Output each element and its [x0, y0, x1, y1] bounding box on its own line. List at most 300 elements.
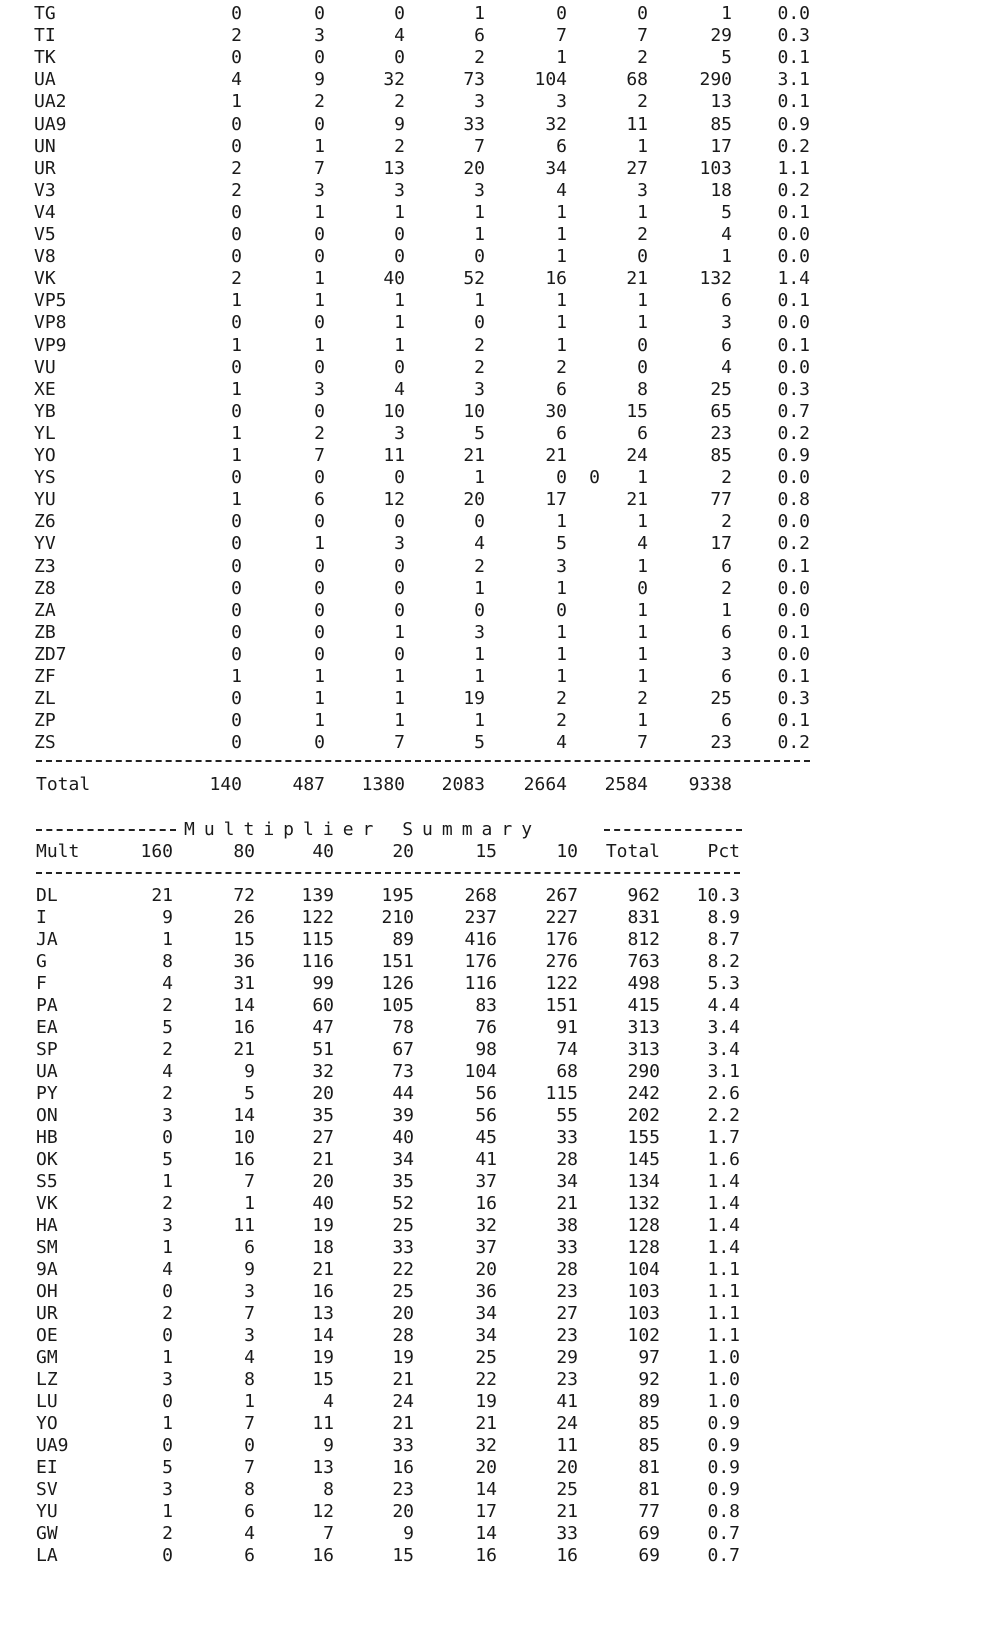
table-cell: 25	[710, 688, 732, 710]
summary-row	[0, 884, 1000, 907]
table-row	[0, 24, 1000, 47]
row-prefix: TI	[34, 25, 56, 47]
table-cell: 68	[626, 69, 648, 91]
table-cell: 0	[314, 621, 325, 643]
row-prefix: OE	[36, 1325, 58, 1346]
table-cell: 2	[231, 25, 242, 47]
table-cell: 17	[710, 135, 732, 157]
table-cell: 16	[545, 268, 567, 290]
table-cell: 56	[475, 1083, 497, 1104]
table-cell: 0	[231, 201, 242, 223]
table-cell: 33	[463, 113, 485, 135]
table-cell: 5	[474, 732, 485, 754]
table-cell: 0	[231, 113, 242, 135]
table-cell: 21	[556, 1501, 578, 1522]
table-cell: 34	[392, 1149, 414, 1170]
row-prefix: VP9	[34, 334, 67, 356]
table-row	[0, 289, 1000, 312]
table-cell: 16	[392, 1457, 414, 1478]
table-cell: 1	[556, 224, 567, 245]
table-cell: 1	[231, 489, 242, 511]
table-cell: 7	[556, 25, 567, 47]
table-cell: 0	[231, 643, 242, 665]
column-header: Pct	[707, 841, 740, 862]
table-cell: 1.1	[707, 1325, 740, 1346]
table-cell: 415	[627, 995, 660, 1016]
table-cell: 6	[721, 666, 732, 687]
table-cell: 116	[464, 973, 497, 994]
table-cell: 0	[231, 511, 242, 533]
table-cell: 6	[721, 621, 732, 643]
table-cell: 0	[474, 312, 485, 334]
table-cell: 151	[381, 951, 414, 972]
table-cell: 13	[710, 91, 732, 113]
table-cell: 0.2	[777, 533, 810, 555]
row-prefix: V3	[34, 179, 56, 201]
table-cell: 16	[475, 1193, 497, 1214]
table-cell: 9	[323, 1435, 334, 1456]
table-cell: 3	[314, 25, 325, 47]
table-cell: 83	[475, 995, 497, 1016]
row-prefix: UR	[34, 157, 56, 179]
table-cell: 1	[474, 710, 485, 732]
table-cell: 1	[474, 3, 485, 24]
table-cell: 37	[475, 1171, 497, 1192]
table-cell: 4	[162, 973, 173, 994]
table-cell: 2.2	[707, 1105, 740, 1126]
table-cell: 20	[463, 157, 485, 179]
column-header: 15	[475, 841, 497, 862]
table-cell: 16	[312, 1281, 334, 1302]
table-cell: 23	[710, 732, 732, 754]
table-cell: 1.4	[707, 1215, 740, 1236]
summary-row	[0, 1060, 1000, 1083]
table-row	[0, 488, 1000, 511]
summary-row	[0, 1082, 1000, 1105]
table-cell: 37	[475, 1237, 497, 1258]
table-cell: 0.9	[777, 113, 810, 135]
table-cell: 5	[244, 1083, 255, 1104]
table-cell: 3	[162, 1479, 173, 1500]
table-cell: 2	[474, 334, 485, 356]
table-cell: 14	[475, 1523, 497, 1544]
table-cell: 0.7	[777, 400, 810, 422]
table-cell: 77	[638, 1501, 660, 1522]
table-cell: 1	[314, 533, 325, 555]
table-cell: 115	[301, 929, 334, 950]
row-prefix: ZL	[34, 688, 56, 710]
table-cell: 51	[312, 1039, 334, 1060]
table-cell: 35	[392, 1171, 414, 1192]
table-row	[0, 378, 1000, 401]
table-cell: 32	[475, 1215, 497, 1236]
table-cell: 15	[626, 400, 648, 422]
table-cell: 1	[314, 268, 325, 290]
table-cell: 5	[721, 47, 732, 69]
column-header: 80	[233, 841, 255, 862]
table-cell: 1	[231, 91, 242, 113]
table-cell: 4	[394, 25, 405, 47]
table-cell: 1	[474, 201, 485, 223]
table-cell: 1.4	[707, 1171, 740, 1192]
table-cell: 4	[323, 1391, 334, 1412]
table-cell: 55	[556, 1105, 578, 1126]
table-cell: 5	[162, 1149, 173, 1170]
table-cell: 1	[231, 378, 242, 400]
table-cell: 0	[394, 555, 405, 577]
table-cell: 99	[312, 973, 334, 994]
table-cell: 0	[314, 577, 325, 599]
summary-row	[0, 1104, 1000, 1127]
table-cell: 1	[162, 1237, 173, 1258]
table-cell: 962	[627, 885, 660, 906]
table-cell: 36	[475, 1281, 497, 1302]
table-cell: 1.6	[707, 1149, 740, 1170]
table-cell: 237	[464, 907, 497, 928]
table-cell: 105	[381, 995, 414, 1016]
table-cell: 276	[545, 951, 578, 972]
table-cell: 104	[534, 69, 567, 91]
table-cell: 763	[627, 951, 660, 972]
table-cell: 0	[314, 555, 325, 577]
table-cell: 38	[556, 1215, 578, 1236]
table-cell: 8	[244, 1479, 255, 1500]
table-cell: 15	[392, 1545, 414, 1566]
table-cell: 8.9	[707, 907, 740, 928]
table-cell: 1	[556, 666, 567, 687]
table-cell: 2	[721, 467, 732, 489]
table-cell: 40	[392, 1127, 414, 1148]
totals-cell: 9338	[688, 774, 732, 795]
row-prefix: VK	[36, 1193, 58, 1214]
table-cell: 85	[638, 1413, 660, 1434]
table-cell: 0	[231, 356, 242, 378]
summary-row	[0, 994, 1000, 1017]
table-cell: 0	[394, 643, 405, 665]
row-prefix: YS	[34, 467, 56, 489]
table-cell: 6	[721, 710, 732, 732]
totals-cell: 2664	[523, 774, 567, 795]
table-cell: 3	[394, 422, 405, 444]
table-cell: 4	[721, 224, 732, 245]
summary-row	[0, 1192, 1000, 1215]
totals-cell: 487	[292, 774, 325, 795]
table-row	[0, 665, 1000, 688]
table-cell: 202	[627, 1105, 660, 1126]
title-rule-right	[604, 829, 742, 831]
table-cell: 27	[312, 1127, 334, 1148]
table-cell: 6	[474, 25, 485, 47]
table-cell: 6	[721, 334, 732, 356]
table-cell: 0.9	[707, 1479, 740, 1500]
table-cell: 1	[556, 290, 567, 312]
row-prefix: TK	[34, 47, 56, 69]
summary-row	[0, 1456, 1000, 1479]
table-cell: 10	[463, 400, 485, 422]
row-prefix: UA9	[34, 113, 67, 135]
table-cell: 85	[710, 113, 732, 135]
row-prefix: 9A	[36, 1259, 58, 1280]
table-cell: 22	[392, 1259, 414, 1280]
table-row	[0, 267, 1000, 290]
table-cell: 21	[312, 1149, 334, 1170]
summary-title-line	[0, 818, 1000, 841]
row-prefix: UA	[34, 69, 56, 91]
table-cell: 7	[244, 1303, 255, 1324]
table-cell: 0.0	[777, 577, 810, 599]
table-cell: 8	[162, 951, 173, 972]
table-cell: 8	[244, 1369, 255, 1390]
table-cell: 32	[312, 1061, 334, 1082]
row-prefix: I	[36, 907, 47, 928]
table-cell: 19	[312, 1347, 334, 1368]
row-prefix: S5	[36, 1171, 58, 1192]
table-cell: 97	[638, 1347, 660, 1368]
table-cell: 92	[638, 1369, 660, 1390]
table-cell: 313	[627, 1039, 660, 1060]
table-cell: 2	[314, 91, 325, 113]
table-cell: 2	[556, 710, 567, 732]
column-header: 160	[140, 841, 173, 862]
table-cell: 290	[627, 1061, 660, 1082]
summary-row	[0, 972, 1000, 995]
table-cell: 1	[721, 3, 732, 24]
table-row	[0, 621, 1000, 644]
table-cell: 0	[244, 1435, 255, 1456]
table-cell: 89	[638, 1391, 660, 1412]
table-cell: 1	[231, 422, 242, 444]
table-cell: 26	[233, 907, 255, 928]
table-cell: 41	[556, 1391, 578, 1412]
table-cell: 1	[474, 666, 485, 687]
table-cell: 21	[545, 445, 567, 466]
table-cell: 6	[721, 290, 732, 312]
table-cell: 176	[464, 951, 497, 972]
table-cell: 0	[231, 47, 242, 69]
table-cell: 2	[394, 91, 405, 113]
summary-row	[0, 1170, 1000, 1193]
row-prefix: YL	[34, 422, 56, 444]
table-cell: 25	[556, 1479, 578, 1500]
table-cell: 16	[475, 1545, 497, 1566]
table-cell: 3	[474, 179, 485, 201]
summary-row	[0, 1038, 1000, 1061]
table-cell: 0	[314, 356, 325, 378]
table-cell: 28	[392, 1325, 414, 1346]
table-cell: 2	[162, 1523, 173, 1544]
summary-row	[0, 1346, 1000, 1369]
totals-row	[0, 773, 1000, 796]
table-cell: 1	[394, 666, 405, 687]
table-cell: 132	[699, 268, 732, 290]
summary-row	[0, 1368, 1000, 1391]
table-cell: 16	[233, 1149, 255, 1170]
table-cell: 20	[392, 1501, 414, 1522]
table-cell: 0	[394, 356, 405, 378]
table-cell: 0	[162, 1545, 173, 1566]
table-cell: 3	[244, 1325, 255, 1346]
table-cell: 3.4	[707, 1039, 740, 1060]
table-cell: 1	[474, 290, 485, 312]
table-cell: 3	[474, 378, 485, 400]
table-cell: 56	[475, 1105, 497, 1126]
table-cell: 1	[637, 312, 648, 334]
table-cell: 1.4	[777, 268, 810, 290]
table-cell: 2	[474, 356, 485, 378]
table-cell: 20	[475, 1259, 497, 1280]
table-cell: 33	[392, 1435, 414, 1456]
table-cell: 4	[637, 533, 648, 555]
row-prefix: UA	[36, 1061, 58, 1082]
row-prefix: VP8	[34, 312, 67, 334]
table-cell: 313	[627, 1017, 660, 1038]
table-cell: 1	[314, 290, 325, 312]
table-cell: 18	[710, 179, 732, 201]
table-cell: 2	[162, 1303, 173, 1324]
table-cell: 3	[394, 533, 405, 555]
table-cell: 0	[231, 312, 242, 334]
table-row	[0, 731, 1000, 754]
table-cell: 0.9	[707, 1413, 740, 1434]
row-prefix: LA	[36, 1545, 58, 1566]
table-cell: 3	[721, 312, 732, 334]
table-cell: 1	[231, 290, 242, 312]
table-cell: 812	[627, 929, 660, 950]
table-cell: 1	[556, 577, 567, 599]
row-prefix: GM	[36, 1347, 58, 1368]
table-cell: 0	[314, 113, 325, 135]
table-cell: 1.4	[707, 1193, 740, 1214]
table-cell: 40	[383, 268, 405, 290]
table-row	[0, 466, 1000, 489]
row-prefix: VK	[34, 268, 56, 290]
table-cell: 23	[556, 1369, 578, 1390]
table-row	[0, 223, 1000, 246]
table-cell: 68	[556, 1061, 578, 1082]
totals-label: Total	[36, 774, 91, 795]
table-cell: 9	[394, 113, 405, 135]
table-cell: 89	[392, 929, 414, 950]
table-cell: 1	[314, 201, 325, 223]
table-cell: 3.4	[707, 1017, 740, 1038]
table-cell: 19	[392, 1347, 414, 1368]
table-cell: 831	[627, 907, 660, 928]
column-header: 40	[312, 841, 334, 862]
table-cell: 126	[381, 973, 414, 994]
row-prefix: VP5	[34, 290, 67, 312]
table-cell: 34	[475, 1303, 497, 1324]
table-cell: 0.1	[777, 91, 810, 113]
table-cell: 0.0	[777, 246, 810, 268]
table-cell: 1	[474, 467, 485, 489]
table-cell: 32	[383, 69, 405, 91]
row-prefix: OH	[36, 1281, 58, 1302]
summary-row	[0, 1390, 1000, 1413]
table-cell: 1	[721, 246, 732, 268]
table-cell: 85	[710, 445, 732, 466]
table-cell: 1	[162, 1171, 173, 1192]
table-cell: 1	[637, 666, 648, 687]
table-cell: 0	[474, 246, 485, 268]
table-cell: 0	[231, 599, 242, 621]
row-prefix: VU	[34, 356, 56, 378]
table-cell: 1	[637, 467, 648, 489]
summary-row	[0, 1522, 1000, 1545]
table-cell: 3	[474, 91, 485, 113]
row-prefix: UA2	[34, 91, 67, 113]
table-cell: 0.0	[777, 356, 810, 378]
table-cell: 5	[556, 533, 567, 555]
table-cell: 1.4	[707, 1237, 740, 1258]
table-cell: 34	[545, 157, 567, 179]
table-cell: 21	[463, 445, 485, 466]
table-cell: 0	[637, 3, 648, 24]
table-cell: 1	[556, 201, 567, 223]
summary-row	[0, 1544, 1000, 1567]
table-cell: 2	[231, 157, 242, 179]
table-cell: 4	[474, 533, 485, 555]
row-prefix: OK	[36, 1149, 58, 1170]
table-cell: 0	[314, 400, 325, 422]
column-header: 20	[392, 841, 414, 862]
table-cell: 14	[233, 995, 255, 1016]
row-prefix: YO	[34, 445, 56, 466]
table-cell: 132	[627, 1193, 660, 1214]
row-prefix: YV	[34, 533, 56, 555]
table-cell: 78	[392, 1017, 414, 1038]
table-cell: 0.3	[777, 25, 810, 47]
table-cell: 7	[314, 445, 325, 466]
summary-row	[0, 1016, 1000, 1039]
row-prefix: YU	[34, 489, 56, 511]
table-cell: 0	[162, 1391, 173, 1412]
table-cell: 0	[314, 643, 325, 665]
table-cell: 72	[233, 885, 255, 906]
table-cell: 1	[637, 290, 648, 312]
table-cell: 13	[312, 1457, 334, 1478]
table-cell: 1	[394, 621, 405, 643]
table-cell: 0.0	[777, 467, 810, 489]
table-cell: 33	[556, 1237, 578, 1258]
table-cell: 290	[699, 69, 732, 91]
row-prefix: ON	[36, 1105, 58, 1126]
table-cell: 3	[314, 179, 325, 201]
table-cell: 76	[475, 1017, 497, 1038]
table-cell: 4	[162, 1061, 173, 1082]
table-cell: 1.7	[707, 1127, 740, 1148]
table-cell: 0	[394, 599, 405, 621]
table-cell: 128	[627, 1237, 660, 1258]
table-cell: 2	[162, 1083, 173, 1104]
table-cell: 31	[233, 973, 255, 994]
table-cell: 98	[475, 1039, 497, 1060]
table-cell: 1	[314, 666, 325, 687]
table-cell: 3	[474, 621, 485, 643]
table-cell: 6	[244, 1545, 255, 1566]
table-cell: 5	[721, 201, 732, 223]
row-prefix: ZA	[34, 599, 56, 621]
table-cell: 0	[637, 246, 648, 268]
table-cell: 21	[233, 1039, 255, 1060]
table-cell: 2	[162, 995, 173, 1016]
table-cell: 11	[383, 445, 405, 466]
summary-row	[0, 1126, 1000, 1149]
table-cell: 1	[637, 511, 648, 533]
table-cell: 25	[392, 1215, 414, 1236]
table-row	[0, 334, 1000, 357]
table-cell: 1	[556, 246, 567, 268]
table-cell: 1.0	[707, 1391, 740, 1412]
